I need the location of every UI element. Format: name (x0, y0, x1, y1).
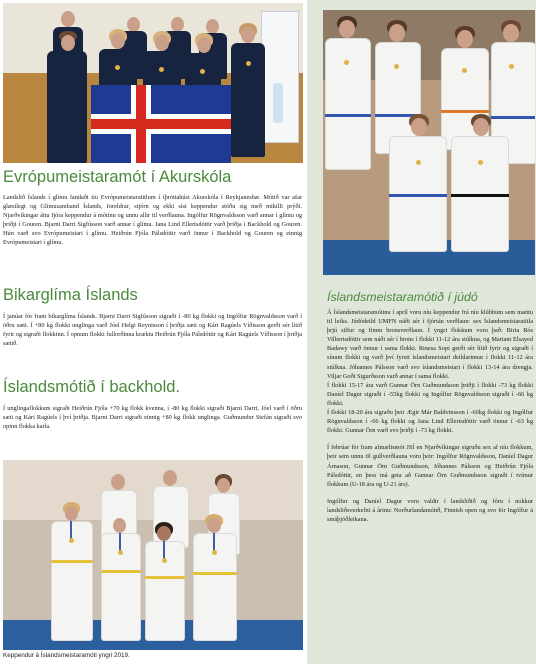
text-backhold: Í unglingaflokkum sigraði Heiðrún Fjóla +70 kg flokk kvenna, í -80 kg flokki sigraði Bjarni Darri, Jóel varð í öðru sæti og Kári Ragúels í því þriðja. Bjarni Darri sigraði einnig +80 kg flokk unglinga. Guðmundur Stefán sigraði svo opinn flokka karla. (3, 405, 302, 431)
text-evropumeistaramot: Landslið Íslands í glímu landaði tíu Evrópumeistaratitlum í íþróttahúsi Akurskóla í Reykjanesbæ. Mótið var afar glæsilegt og Glímusamband Íslands, foreldrar, stjórn og ekki síst keppendur stóðu sig með mikilli prýði. Njarðvíkingar áttu fjóra keppendur á mótinu og unnu allir til verðlauna. Ingólfur Rögnvaldsson varð annar í glímu og þriðji í Gouren. Bjarni Darri Sigfússon varð annar í glímu. Jana Lind Ellertsdóttir varð þriðja í Backhold og Gouren. Hún varð svo Evrópumeistari í glímu. Heiðrún Fjóla Pálsdóttir varð önnur í Backhold og Gouren og einnig Evrópumeistari í glímu. (3, 194, 302, 247)
heading-backhold: Íslandsmótið í backhold. (3, 378, 181, 396)
judo-paragraph-3: Í flokki 18-20 ára sigraðu þeir Ægir Már Baldvinsson í -60kg flokki og Ingólfur Rögnvaldsson í -66 kg flokki og Jana Lind Ellertsdóttir varð önnur í -63 kg flokki. Gunnar Örn varð svo þriðji í -73 kg flokki. (327, 409, 533, 435)
team-flag-photo (3, 3, 303, 163)
judo-paragraph-2: Í flokki 15-17 ára varð Gunnar Örn Guðmundsson þriðji í flokki -73 kg flokki Daníel Dagur sigraði í -55kg flokki og Ingólfur Rögnvaldsson sigraði í -66 kg flokki. (327, 381, 533, 407)
text-bikarglima: Í janúar fór fram bikarglíma Íslands. Bjarni Darri Sigfússon sigraði í -80 kg flokki og Ingólfur Rögnvaldsson varð í öðru sæti. Í +80 kg flokki unglinga varð Jóel Helgi Reynisson í þriðja sæti og Kári Ragúels Víðisson gerði sér lítið fyrir og sigraði flokkinn. Í opnum flokki fullorðinna kræktu Heiðrún Fjóla Pálsdóttir og Kári Ragúels Víðisson í þriðja sætið. (3, 313, 302, 348)
heading-bikarglima: Bikarglíma Íslands (3, 286, 138, 304)
water-bottle (273, 83, 283, 123)
judo-paragraph-1: Á Íslandsmeistaramótinu í apríl voru níu keppendur frá níu klúbbum sem mættu til leiks. Júdódeild UMFN náði sér í fjórtán verðlaun: sex Íslandsmeistaratitla þrjú silfur og fimm bronsverðlaun. Í yngri flokkum voru það: Birta Rós Vilbertsdóttir sem náði sér í brons í flokki 11-12 ára stúlkna, og Mariam Elsayed Badawy varð önnur í sama flokki. Rinesa Sopi gerði sér lítið fyrir og sigraði í sínum flokki og varð því fyrsti íslandsmeistari deildarinnar í flokki 11-12 ára stúlkna. Jóhannes Pálsson varð svo íslandsmeistari í flokki 13-14 ára drengja. Viljar Goði Sigurðsson varð annar í sama flokki. (327, 309, 533, 380)
judo-paragraph-4: Í febrúar fór fram afmælismót JSÍ en Njarðvíkingar sigruðu sex af níu flokkum, þeir sem unnu til gullverðlauna voru þeir: Ingólfur Rögnvaldsson, Daníel Dagur Árnason, Gunnar Örn Guðmundsson, Jóhannes Pálsson og Heiðrún Fjóla Pálsdóttir, en þess má geta að Gunnar Örn Guðmundsson sigraði í tvímur flokkum (U-18 ára og U-21 árs). (327, 444, 533, 488)
kids-judo-photo (3, 460, 303, 650)
right-sidebar (307, 0, 536, 664)
judo-article (327, 308, 533, 524)
heading-judo: Íslandsmeistaramótið í júdó (327, 290, 478, 304)
banner (261, 11, 299, 143)
icelandic-flag (91, 85, 231, 163)
judo-team-photo (323, 10, 535, 275)
heading-evropumeistaramot: Evrópumeistaramót í Akurskóla (3, 168, 232, 186)
photo-caption: Keppendur á Íslandsmeistaramóti yngri 2019. (3, 652, 130, 659)
judo-paragraph-5: Ingólfur og Daníel Dagur voru valdir í landsliðið og fóru í nokkur landsliðsverkefni á árinu: Norðurlandamótið, Finnish open og svo fór Ingólfur á smáþjóðleikana. (327, 497, 533, 523)
